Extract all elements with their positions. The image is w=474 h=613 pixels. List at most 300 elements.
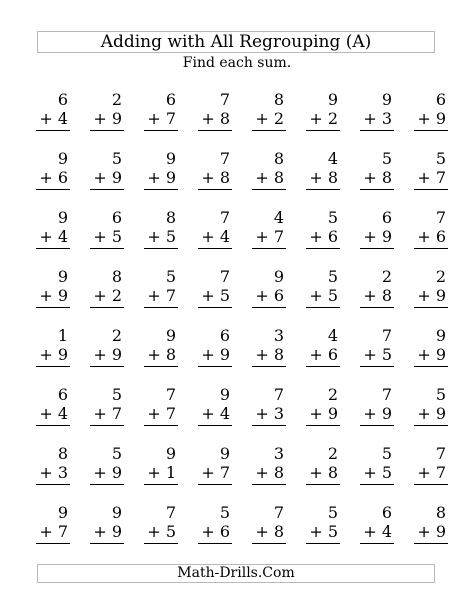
plus-operator: + [93,404,107,423]
addend-top: 9 [57,208,68,227]
addition-problem [76,445,130,504]
addend-bottom-value: 7 [273,227,284,246]
addend-top: 5 [111,444,122,463]
addend-top: 7 [219,90,230,109]
answer-line [198,484,232,485]
addend-bottom-value: 9 [435,109,446,128]
addition-problem [400,386,454,445]
addition-problem [22,91,76,150]
addend-top: 8 [273,90,284,109]
plus-operator: + [201,168,215,187]
addend-bottom-value: 9 [219,345,230,364]
addition-problem [22,327,76,386]
addition-problem [76,268,130,327]
answer-line [414,307,448,308]
addition-problem [22,209,76,268]
addend-bottom [93,405,122,423]
addend-bottom-value: 2 [111,286,122,305]
addition-problem [130,386,184,445]
addend-bottom-value: 5 [327,286,338,305]
plus-operator: + [147,227,161,246]
addend-bottom [147,346,176,364]
addend-bottom [147,228,176,246]
addend-top: 9 [165,444,176,463]
addend-bottom [93,523,122,541]
addition-problem [130,445,184,504]
addend-bottom [417,346,446,364]
answer-line [306,543,340,544]
addend-top: 2 [381,267,392,286]
addend-bottom-value: 9 [111,463,122,482]
answer-line [36,425,70,426]
addend-top: 5 [381,444,392,463]
addition-problem [346,504,400,563]
addend-bottom-value: 2 [273,109,284,128]
plus-operator: + [417,404,431,423]
answer-line [306,307,340,308]
addend-top: 7 [435,444,446,463]
addition-problem [238,327,292,386]
plus-operator: + [39,522,53,541]
addend-bottom [39,405,68,423]
plus-operator: + [417,227,431,246]
addend-top: 9 [165,149,176,168]
answer-line [36,248,70,249]
answer-line [252,484,286,485]
addend-bottom-value: 4 [219,404,230,423]
addend-bottom-value: 4 [57,109,68,128]
plus-operator: + [255,286,269,305]
addend-bottom-value: 8 [219,168,230,187]
addend-bottom-value: 6 [327,227,338,246]
plus-operator: + [201,109,215,128]
worksheet-footer: Math-Drills.Com [37,564,435,583]
plus-operator: + [363,168,377,187]
answer-line [306,130,340,131]
plus-operator: + [309,345,323,364]
answer-line [144,425,178,426]
addend-bottom [201,169,230,187]
answer-line [90,366,124,367]
answer-line [36,484,70,485]
addend-bottom [363,464,392,482]
addend-top: 7 [219,149,230,168]
addend-bottom [363,169,392,187]
answer-line [360,307,394,308]
addend-bottom-value: 9 [435,404,446,423]
addend-bottom [309,228,338,246]
addition-problem [292,268,346,327]
addend-top: 6 [219,326,230,345]
addition-problem [238,209,292,268]
addend-bottom [309,464,338,482]
answer-line [360,366,394,367]
addend-bottom [201,287,230,305]
plus-operator: + [255,522,269,541]
plus-operator: + [147,286,161,305]
addition-problem [76,327,130,386]
answer-line [36,366,70,367]
answer-line [414,189,448,190]
addition-problem [184,386,238,445]
answer-line [306,484,340,485]
addition-problem [76,504,130,563]
addend-top: 7 [435,208,446,227]
addend-bottom-value: 8 [273,168,284,187]
addition-problem [184,504,238,563]
addition-problem [184,91,238,150]
plus-operator: + [255,168,269,187]
answer-line [144,248,178,249]
answer-line [198,248,232,249]
addition-problem [400,327,454,386]
addend-bottom [255,287,284,305]
addition-problem [400,209,454,268]
addend-bottom [93,346,122,364]
addition-problem [292,386,346,445]
addend-bottom-value: 8 [273,345,284,364]
addend-top: 8 [165,208,176,227]
addend-bottom-value: 3 [381,109,392,128]
addition-problem [76,150,130,209]
addend-top: 2 [327,385,338,404]
addend-bottom [255,405,284,423]
addend-top: 5 [381,149,392,168]
addend-bottom-value: 9 [111,522,122,541]
addend-bottom-value: 9 [435,522,446,541]
addend-top: 4 [273,208,284,227]
plus-operator: + [255,463,269,482]
addend-bottom-value: 7 [435,168,446,187]
worksheet-title: Adding with All Regrouping (A) [37,31,435,53]
addend-top: 7 [273,503,284,522]
addend-bottom [255,110,284,128]
plus-operator: + [417,109,431,128]
plus-operator: + [147,109,161,128]
addend-bottom [363,405,392,423]
addition-problem [76,91,130,150]
plus-operator: + [201,404,215,423]
addend-bottom-value: 8 [327,168,338,187]
addend-bottom-value: 5 [219,286,230,305]
addend-top: 5 [435,149,446,168]
plus-operator: + [363,522,377,541]
plus-operator: + [39,168,53,187]
addend-bottom [255,169,284,187]
addend-bottom-value: 6 [57,168,68,187]
plus-operator: + [417,522,431,541]
addend-top: 5 [327,503,338,522]
addend-bottom [417,228,446,246]
addend-top: 6 [165,90,176,109]
addend-top: 2 [111,90,122,109]
plus-operator: + [39,109,53,128]
addition-problem [22,445,76,504]
addend-top: 9 [381,90,392,109]
answer-line [306,189,340,190]
plus-operator: + [309,463,323,482]
addend-top: 4 [327,326,338,345]
addend-bottom [255,464,284,482]
addend-top: 9 [57,149,68,168]
addend-bottom [147,287,176,305]
plus-operator: + [309,168,323,187]
answer-line [414,130,448,131]
answer-line [198,307,232,308]
addition-problem [346,268,400,327]
answer-line [252,366,286,367]
addend-bottom-value: 9 [327,404,338,423]
addition-problem [184,445,238,504]
plus-operator: + [201,227,215,246]
addend-bottom-value: 8 [273,522,284,541]
addition-problem [238,445,292,504]
addend-bottom-value: 7 [165,109,176,128]
addition-problem [346,150,400,209]
addend-top: 6 [57,90,68,109]
addend-bottom-value: 5 [111,227,122,246]
addend-bottom [201,346,230,364]
addend-bottom [39,169,68,187]
addend-top: 6 [111,208,122,227]
addend-bottom [39,523,68,541]
answer-line [306,425,340,426]
plus-operator: + [93,286,107,305]
answer-line [198,425,232,426]
addend-bottom [93,464,122,482]
answer-line [90,248,124,249]
addition-problem [130,91,184,150]
plus-operator: + [93,227,107,246]
addition-problem [292,445,346,504]
addition-problem [292,327,346,386]
addend-bottom-value: 1 [165,463,176,482]
addend-bottom [201,228,230,246]
plus-operator: + [147,345,161,364]
plus-operator: + [363,227,377,246]
answer-line [306,366,340,367]
addend-bottom [201,523,230,541]
addend-bottom-value: 3 [273,404,284,423]
addition-problem [292,209,346,268]
answer-line [252,307,286,308]
addend-bottom [417,287,446,305]
addend-top: 7 [219,267,230,286]
addend-bottom-value: 8 [165,345,176,364]
addend-bottom [417,464,446,482]
addend-bottom [417,110,446,128]
plus-operator: + [93,522,107,541]
plus-operator: + [147,463,161,482]
plus-operator: + [201,286,215,305]
addend-bottom [147,169,176,187]
answer-line [144,543,178,544]
addend-bottom-value: 9 [165,168,176,187]
answer-line [414,543,448,544]
addend-bottom [417,523,446,541]
addend-top: 7 [219,208,230,227]
addend-bottom-value: 6 [219,522,230,541]
plus-operator: + [39,286,53,305]
addend-bottom-value: 9 [435,345,446,364]
answer-line [360,425,394,426]
addend-top: 5 [165,267,176,286]
addition-problem [238,150,292,209]
addend-bottom-value: 8 [219,109,230,128]
addition-problem [130,327,184,386]
addend-bottom-value: 4 [381,522,392,541]
addend-top: 9 [57,503,68,522]
addition-problem [184,150,238,209]
addition-problem [76,386,130,445]
addend-bottom-value: 9 [111,168,122,187]
answer-line [144,484,178,485]
plus-operator: + [255,227,269,246]
addend-top: 5 [111,149,122,168]
answer-line [360,543,394,544]
addition-problem [130,209,184,268]
addend-top: 8 [111,267,122,286]
addition-problem [400,445,454,504]
addend-top: 9 [327,90,338,109]
addend-top: 3 [273,326,284,345]
plus-operator: + [363,404,377,423]
addend-bottom [147,110,176,128]
addition-problem [22,504,76,563]
addend-top: 9 [111,503,122,522]
addend-bottom [255,523,284,541]
addend-top: 6 [381,208,392,227]
addend-bottom-value: 9 [57,286,68,305]
answer-line [360,248,394,249]
answer-line [36,307,70,308]
plus-operator: + [309,227,323,246]
addend-top: 9 [435,326,446,345]
addend-bottom-value: 4 [219,227,230,246]
plus-operator: + [363,109,377,128]
plus-operator: + [363,286,377,305]
addend-top: 9 [219,444,230,463]
plus-operator: + [201,522,215,541]
worksheet-instruction: Find each sum. [182,55,292,71]
addend-bottom-value: 8 [381,286,392,305]
addend-top: 2 [111,326,122,345]
addend-bottom-value: 9 [111,345,122,364]
addition-problem [184,268,238,327]
addend-bottom [39,464,68,482]
addend-bottom [201,110,230,128]
answer-line [414,484,448,485]
plus-operator: + [147,522,161,541]
addition-problem [238,268,292,327]
addition-problem [346,327,400,386]
addend-bottom [93,228,122,246]
addend-bottom [363,346,392,364]
plus-operator: + [93,345,107,364]
addend-top: 3 [273,444,284,463]
addend-bottom-value: 7 [165,286,176,305]
addition-problem [346,209,400,268]
addend-top: 6 [435,90,446,109]
addend-bottom-value: 5 [381,463,392,482]
addend-top: 9 [273,267,284,286]
answer-line [90,543,124,544]
answer-line [252,189,286,190]
addend-bottom [363,523,392,541]
addend-bottom [363,287,392,305]
addition-problem [130,150,184,209]
addend-bottom-value: 5 [165,522,176,541]
answer-line [198,543,232,544]
addend-bottom [417,405,446,423]
addend-bottom [39,228,68,246]
plus-operator: + [39,227,53,246]
plus-operator: + [255,345,269,364]
addend-bottom-value: 9 [111,109,122,128]
addend-top: 5 [111,385,122,404]
addition-problem [238,504,292,563]
addition-problem [130,504,184,563]
addend-bottom [39,346,68,364]
addend-bottom [309,169,338,187]
addend-bottom [309,523,338,541]
addend-bottom [255,228,284,246]
plus-operator: + [417,286,431,305]
answer-line [414,248,448,249]
addend-top: 7 [165,503,176,522]
answer-line [198,130,232,131]
addend-bottom [39,110,68,128]
addend-top: 9 [57,267,68,286]
addend-bottom [147,523,176,541]
addend-top: 8 [273,149,284,168]
addend-bottom-value: 6 [435,227,446,246]
plus-operator: + [255,404,269,423]
addend-top: 5 [435,385,446,404]
answer-line [306,248,340,249]
plus-operator: + [363,463,377,482]
addend-bottom [309,405,338,423]
plus-operator: + [201,345,215,364]
addend-bottom [255,346,284,364]
addend-top: 9 [165,326,176,345]
addend-bottom [147,405,176,423]
answer-line [414,366,448,367]
addend-bottom [147,464,176,482]
plus-operator: + [417,345,431,364]
answer-line [144,130,178,131]
addend-bottom [93,169,122,187]
plus-operator: + [39,463,53,482]
addend-bottom [201,405,230,423]
addend-bottom [417,169,446,187]
addition-problem [184,209,238,268]
addition-problem [292,504,346,563]
addend-bottom [93,110,122,128]
addition-problem [238,91,292,150]
addition-problem [292,91,346,150]
plus-operator: + [93,168,107,187]
plus-operator: + [363,345,377,364]
plus-operator: + [309,404,323,423]
addend-top: 7 [381,385,392,404]
addend-bottom [309,287,338,305]
addend-bottom-value: 8 [273,463,284,482]
addend-top: 2 [327,444,338,463]
addend-bottom-value: 6 [273,286,284,305]
addend-bottom-value: 6 [327,345,338,364]
answer-line [198,366,232,367]
